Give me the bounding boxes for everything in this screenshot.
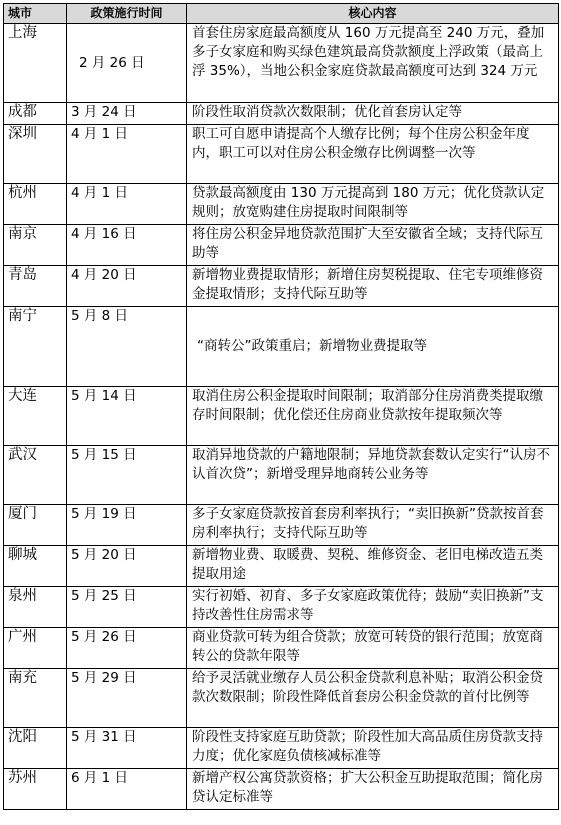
date-cell: 5 月 25 日 [67,587,187,628]
content-cell: “商转公”政策重启；新增物业费提取等 [187,307,559,387]
city-cell: 沈阳 [4,728,67,769]
table-row [4,307,559,387]
content-cell: 新增物业费提取情形；新增住房契税提取、住宅专项维修资金提取情形；支持代际互助等 [187,266,559,307]
content-cell: 新增产权公寓贷款资格；扩大公积金互助提取范围；简化房贷认定标准等 [187,769,559,810]
city-cell: 杭州 [4,184,67,225]
content-cell: 新增物业费、取暖费、契税、维修资金、老旧电梯改造五类提取用途 [187,546,559,587]
content-cell: 实行初婚、初育、多子女家庭政策优待；鼓励“卖旧换新”支持改善性住房需求等 [187,587,559,628]
city-cell: 上海 [4,24,67,103]
content-cell: 阶段性取消贷款次数限制；优化首套房认定等 [187,103,559,125]
table-row [4,24,559,103]
date-cell: 5 月 19 日 [67,505,187,546]
table-row [4,387,559,446]
city-cell: 厦门 [4,505,67,546]
policy-table [3,3,559,810]
date-cell: 4 月 1 日 [67,125,187,184]
content-cell: 阶段性支持家庭互助贷款；阶段性加大高品质住房贷款支持力度；优化家庭负债核减标准等 [187,728,559,769]
date-cell: 2 月 26 日 [67,24,187,103]
date-cell: 4 月 1 日 [67,184,187,225]
date-cell: 5 月 26 日 [67,628,187,669]
content-cell: 贷款最高额度由 130 万元提高到 180 万元；优化贷款认定规则；放宽购建住房提取时间限制等 [187,184,559,225]
content-cell: 给予灵活就业缴存人员公积金贷款利息补贴；取消公积金贷款次数限制；阶段性降低首套房公积金贷款的首付比例等 [187,669,559,728]
table-row [4,505,559,546]
date-cell: 4 月 16 日 [67,225,187,266]
table-row [4,125,559,184]
city-cell: 南宁 [4,307,67,387]
date-cell: 3 月 24 日 [67,103,187,125]
city-cell: 深圳 [4,125,67,184]
city-cell: 聊城 [4,546,67,587]
table-row [4,728,559,769]
city-cell: 广州 [4,628,67,669]
date-cell: 4 月 20 日 [67,266,187,307]
city-cell: 青岛 [4,266,67,307]
content-cell: 取消异地贷款的户籍地限制；异地贷款套数认定实行“认房不认首次贷”；新增受理异地商转公业务等 [187,446,559,505]
table-row [4,184,559,225]
date-cell: 5 月 20 日 [67,546,187,587]
content-cell: 首套住房家庭最高额度从 160 万元提高至 240 万元，叠加多子女家庭和购买绿色建筑最高贷款额度上浮政策（最高上浮 35%），当地公积金家庭贷款最高额度可达到 324 万元 [187,24,559,103]
table-row [4,546,559,587]
city-cell: 武汉 [4,446,67,505]
content-cell: 多子女家庭贷款按首套房利率执行；“卖旧换新”贷款按首套房利率执行；支持代际互助等 [187,505,559,546]
table-row [4,266,559,307]
date-cell: 6 月 1 日 [67,769,187,810]
city-cell: 南充 [4,669,67,728]
header-date: 政策施行时间 [67,4,187,24]
header-city: 城市 [4,4,67,24]
content-cell: 商业贷款可转为组合贷款；放宽可转贷的银行范围；放宽商转公的贷款年限等 [187,628,559,669]
date-cell: 5 月 14 日 [67,387,187,446]
table-row [4,628,559,669]
date-cell: 5 月 15 日 [67,446,187,505]
date-cell: 5 月 31 日 [67,728,187,769]
city-cell: 苏州 [4,769,67,810]
table-row [4,225,559,266]
city-cell: 南京 [4,225,67,266]
city-cell: 成都 [4,103,67,125]
content-cell: 将住房公积金异地贷款范围扩大至安徽省全域；支持代际互助等 [187,225,559,266]
table-row [4,103,559,125]
city-cell: 大连 [4,387,67,446]
content-cell: 职工可自愿申请提高个人缴存比例；每个住房公积金年度内，职工可以对住房公积金缴存比例调整一次等 [187,125,559,184]
header-content: 核心内容 [187,4,559,24]
city-cell: 泉州 [4,587,67,628]
date-cell: 5 月 8 日 [67,307,187,387]
content-cell: 取消住房公积金提取时间限制；取消部分住房消费类提取缴存时间限制；优化偿还住房商业贷款按年提取频次等 [187,387,559,446]
table-header-row [4,4,559,24]
table-row [4,446,559,505]
date-cell: 5 月 29 日 [67,669,187,728]
table-row [4,587,559,628]
table-row [4,669,559,728]
table-row [4,769,559,810]
